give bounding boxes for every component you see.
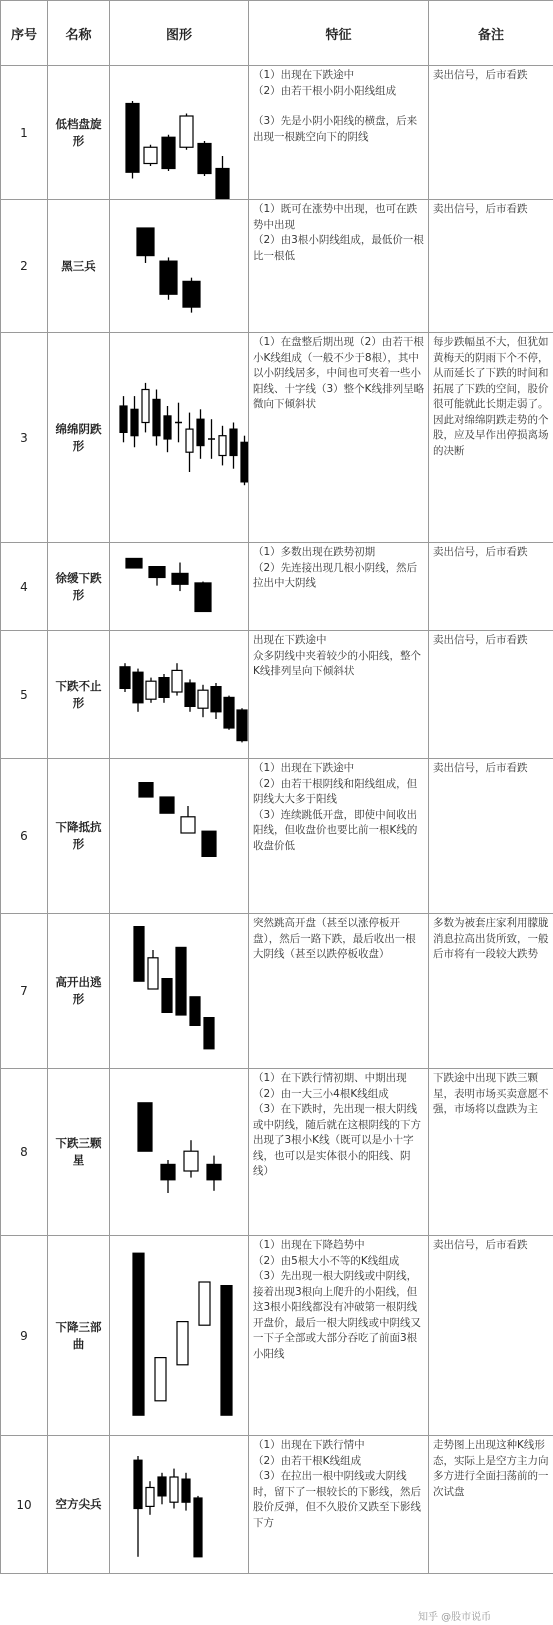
- candle-bear: [183, 278, 200, 313]
- candle-bull: [148, 950, 158, 989]
- pattern-name: 低档盘旋形: [48, 66, 110, 200]
- candle-bear: [172, 563, 188, 592]
- feature-line: （2）由3根小阴线组成，最低价一根比一根低: [253, 234, 424, 262]
- pattern-features: [249, 1436, 429, 1574]
- candlestick-chart: [110, 543, 248, 630]
- candle-bear: [198, 141, 211, 176]
- candle-bear: [149, 567, 165, 586]
- candle-bear: [134, 1456, 142, 1557]
- pattern-note: 下跌途中出现下跌三颗星，表明市场买卖意愿不强，市场将以盘跌为主: [429, 1069, 553, 1236]
- pattern-name: 下跌不止形: [48, 631, 110, 759]
- candle-bear: [241, 436, 248, 486]
- feature-line: （1）在下跌行情初期、中期出现: [253, 1072, 407, 1084]
- candle-bear: [216, 156, 229, 199]
- candle-body: [162, 979, 172, 1013]
- pattern-features: [249, 1236, 429, 1436]
- table-row: [1, 1436, 553, 1574]
- candle-bull: [181, 806, 195, 833]
- candle-body: [183, 281, 200, 307]
- feature-line: （2）由若干根K线组成: [253, 1454, 362, 1467]
- table-row: [1, 759, 553, 914]
- candle-body: [194, 1498, 202, 1557]
- feature-line: 出现在下跌途中: [253, 634, 327, 646]
- pattern-figure: [110, 200, 249, 333]
- pattern-name: 空方尖兵: [48, 1436, 110, 1574]
- header-features: 特征: [249, 1, 429, 66]
- pattern-name: 徐缓下跌形: [48, 543, 110, 631]
- pattern-note: 卖出信号，后市看跌: [429, 1236, 553, 1436]
- candle-body: [177, 1322, 188, 1365]
- candle-bear: [126, 101, 139, 179]
- candle-bear: [137, 228, 154, 263]
- candle-bull: [219, 426, 226, 466]
- candle-bull: [198, 685, 208, 717]
- candle-body: [184, 1151, 198, 1171]
- watermark: 知乎 @股市说币: [418, 1612, 492, 1623]
- candle-bear: [197, 409, 204, 459]
- candle-bull: [177, 1322, 188, 1365]
- table-row: [1, 1236, 553, 1436]
- candle-bear: [126, 558, 142, 568]
- candle-body: [172, 670, 182, 692]
- pattern-figure: [110, 914, 249, 1069]
- table-row: [1, 914, 553, 1069]
- feature-line: （1）多数出现在跌势初期: [253, 546, 376, 558]
- pattern-figure: [110, 543, 249, 631]
- row-number: 1: [1, 66, 48, 200]
- table-row: [1, 333, 553, 543]
- candle-body: [202, 831, 216, 856]
- candlestick-chart: [110, 1436, 248, 1573]
- pattern-note: 卖出信号，后市看跌: [429, 66, 553, 200]
- row-number: 9: [1, 1236, 48, 1436]
- candle-body: [207, 1164, 221, 1179]
- candle-bear: [182, 1473, 190, 1511]
- candle-body: [120, 406, 127, 432]
- candle-body: [216, 169, 229, 200]
- candle-body: [159, 678, 169, 698]
- pattern-features: [249, 631, 429, 759]
- feature-line: （1）出现在下跌途中: [253, 762, 355, 774]
- feature-line: （2）先连接出现几根小阴线，然后拉出中大阴线: [253, 561, 418, 589]
- candle-bear: [120, 663, 130, 692]
- candle-body: [180, 116, 193, 147]
- pattern-features: [249, 543, 429, 631]
- candle-body: [230, 429, 237, 455]
- candle-bull: [186, 413, 193, 472]
- feature-line: 众多阴线中夹着较少的小阳线，整个K线排列呈向下倾斜状: [253, 649, 421, 677]
- pattern-figure: [110, 333, 249, 543]
- candle-bull: [142, 383, 149, 433]
- candle-body: [160, 261, 177, 294]
- candle-bear: [195, 582, 211, 612]
- row-number: 5: [1, 631, 48, 759]
- pattern-figure: [110, 66, 249, 200]
- feature-line: （3）在下跌时，先出现一根大阴线或中阴线，随后就在这根阴线的下方出现了3根小K线（既可以是小十字线，也可以是实体很小的阳线、阴线）: [253, 1103, 421, 1177]
- row-number: 10: [1, 1436, 48, 1574]
- table-row: [1, 66, 553, 200]
- feature-line: （3）先出现一根大阴线或中阴线，接着出现3根向上爬升的小阳线，但这3根小阳线都没有冲破第一根阴线开盘价，最后一根大阴线或中阴线又一下子全部或大部分吞吃了前面3根小阳线: [253, 1270, 421, 1360]
- candle-body: [137, 228, 154, 256]
- candle-bear: [133, 669, 143, 712]
- feature-line: （1）出现在下跌途中: [253, 69, 355, 81]
- candle-body: [199, 1282, 210, 1325]
- candle-body: [185, 683, 195, 706]
- pattern-name: 下跌三颗星: [48, 1069, 110, 1236]
- header-note: 备注: [429, 1, 553, 66]
- candle-body: [138, 1103, 152, 1151]
- pattern-note: 卖出信号，后市看跌: [429, 759, 553, 914]
- feature-line: （1）出现在下降趋势中: [253, 1239, 365, 1251]
- candle-bear: [185, 679, 195, 711]
- candle-bear: [153, 390, 160, 446]
- candle-bear: [131, 396, 138, 447]
- row-number: 4: [1, 543, 48, 631]
- pattern-note: 每步跌幅虽不大，但犹如黄梅天的阴雨下个不停，从而延长了下跌的时间和拓展了下跌的空间，股价很可能就此长期走弱了。因此对绵绵阴跌走势的个股，应及早作出停损离场的决断: [429, 333, 553, 543]
- row-number: 2: [1, 200, 48, 333]
- pattern-name: 下降抵抗形: [48, 759, 110, 914]
- pattern-features: [249, 66, 429, 200]
- candle-bear: [139, 783, 153, 797]
- table-body: [1, 66, 553, 1574]
- table-row: [1, 631, 553, 759]
- candlestick-chart: [110, 914, 248, 1068]
- candle-body: [162, 137, 175, 168]
- candle-body: [160, 797, 174, 813]
- feature-line: （1）出现在下跌行情中: [253, 1439, 365, 1451]
- pattern-note: 多数为被套庄家利用朦胧消息拉高出货所致，一般后市将有一段较大跌势: [429, 914, 553, 1069]
- candle-body: [198, 690, 208, 708]
- candle-body: [146, 1488, 154, 1507]
- pattern-features: [249, 1069, 429, 1236]
- candlestick-chart: [110, 1069, 248, 1235]
- candlestick-chart: [110, 200, 248, 332]
- pattern-features: [249, 759, 429, 914]
- candle-body: [139, 783, 153, 797]
- candle-body: [133, 1253, 144, 1415]
- pattern-name: 黑三兵: [48, 200, 110, 333]
- pattern-figure: [110, 1069, 249, 1236]
- candle-bear: [164, 406, 171, 452]
- candle-bear: [224, 696, 234, 730]
- row-number: 8: [1, 1069, 48, 1236]
- candle-body: [142, 390, 149, 423]
- candle-body: [170, 1477, 178, 1502]
- candle-body: [186, 429, 193, 452]
- candle-bear: [133, 1253, 144, 1415]
- candle-bear: [176, 947, 186, 1015]
- candle-bull: [172, 663, 182, 695]
- candle-bear: [207, 1156, 221, 1191]
- candle-bear: [160, 257, 177, 299]
- candle-body: [241, 442, 248, 482]
- candle-bear: [230, 423, 237, 469]
- candle-body: [172, 573, 188, 584]
- feature-line: （1）在盘整后期出现（2）由若干根小K线组成（一般不少于8根），其中以小阴线居多，中间也可夹着一些小阳线、十字线（3）整个K线排列呈略微向下倾斜状: [253, 336, 425, 410]
- candle-bull: [144, 145, 157, 166]
- candle-body: [197, 419, 204, 445]
- pattern-figure: [110, 759, 249, 914]
- candle-bull: [180, 114, 193, 150]
- candle-bear: [221, 1286, 232, 1416]
- pattern-figure: [110, 1236, 249, 1436]
- candle-body: [182, 1479, 190, 1502]
- candle-body: [161, 1164, 175, 1179]
- candle-bear: [211, 683, 221, 719]
- feature-line: （3）先是小阴小阳线的横盘，后来出现一根跳空向下的阴线: [253, 115, 418, 143]
- feature-line: （2）由5根大小不等的K线组成: [253, 1254, 400, 1267]
- feature-line: （3）连续跳低开盘，即使中间收出阳线，但收盘价也要比前一根K线的收盘价低: [253, 808, 418, 852]
- candle-body: [198, 144, 211, 174]
- candle-body: [144, 147, 157, 163]
- pattern-features: [249, 914, 429, 1069]
- candle-body: [164, 416, 171, 439]
- row-number: 3: [1, 333, 48, 543]
- candle-bear: [161, 1160, 175, 1193]
- candle-body: [146, 681, 156, 699]
- table-row: [1, 1069, 553, 1236]
- table-row: [1, 543, 553, 631]
- feature-line: （1）既可在涨势中出现，也可在跌势中出现: [253, 203, 418, 231]
- pattern-figure: [110, 631, 249, 759]
- candlestick-chart: [110, 66, 248, 199]
- pattern-note: 走势图上出现这种K线形态，实际上是空方主力向多方进行全面扫荡前的一次试盘: [429, 1436, 553, 1574]
- candle-body: [181, 817, 195, 833]
- table-row: [1, 200, 553, 333]
- candle-bear: [237, 708, 247, 742]
- pattern-note: 卖出信号，后市看跌: [429, 543, 553, 631]
- pattern-name: 下降三部曲: [48, 1236, 110, 1436]
- candle-bear: [194, 1496, 202, 1557]
- feature-line: （3）在拉出一根中阴线或大阴线时，留下了一根较长的下影线，然后股价反弹，但不久股价又跌至下影线下方: [253, 1470, 421, 1529]
- row-number: 6: [1, 759, 48, 914]
- candlestick-chart: [110, 1236, 248, 1435]
- candlestick-chart: [110, 333, 248, 542]
- candle-body: [237, 710, 247, 741]
- candle-bear: [162, 979, 172, 1013]
- candle-bull: [170, 1469, 178, 1509]
- candle-bull: [184, 1140, 198, 1177]
- candle-body: [224, 697, 234, 728]
- candlestick-chart: [110, 759, 248, 913]
- header-name: 名称: [48, 1, 110, 66]
- pattern-name: 绵绵阴跌形: [48, 333, 110, 543]
- candle-body: [120, 667, 130, 689]
- candle-body: [126, 558, 142, 568]
- header-num: 序号: [1, 1, 48, 66]
- candle-body: [133, 672, 143, 703]
- candle-bear: [162, 135, 175, 171]
- candle-bear: [202, 831, 216, 856]
- pattern-note: 卖出信号，后市看跌: [429, 631, 553, 759]
- feature-line: （2）由若干根阴线和阳线组成，但阴线大大多于阳线: [253, 777, 418, 805]
- candle-bear: [204, 1018, 214, 1049]
- candle-body: [190, 997, 200, 1026]
- candle-body: [221, 1286, 232, 1416]
- candle-body: [204, 1018, 214, 1049]
- candle-bear: [158, 1473, 166, 1505]
- candle-bear: [120, 396, 127, 442]
- candle-bull: [199, 1282, 210, 1325]
- candle-body: [126, 104, 139, 173]
- candle-body: [219, 436, 226, 456]
- candle-body: [149, 567, 165, 578]
- feature-line: （2）由一大三小4根K线组成: [253, 1087, 389, 1100]
- candle-bear: [160, 797, 174, 813]
- feature-line: （2）由若干根小阴小阳线组成: [253, 84, 397, 97]
- feature-line: 突然跳高开盘（甚至以涨停板开盘），然后一路下跌，最后收出一根大阴线（甚至以跌停板收盘）: [253, 917, 416, 960]
- candle-bull: [146, 678, 156, 703]
- candle-body: [155, 1358, 166, 1401]
- candle-body: [211, 687, 221, 712]
- candle-body: [153, 399, 160, 435]
- candle-bear: [134, 927, 144, 982]
- table-header: [1, 1, 553, 66]
- pattern-name: 高开出逃形: [48, 914, 110, 1069]
- candle-doji: [175, 403, 182, 443]
- candle-bull: [155, 1358, 166, 1401]
- candle-body: [134, 927, 144, 982]
- candle-bear: [190, 997, 200, 1026]
- candle-doji: [208, 419, 215, 459]
- pattern-features: [249, 200, 429, 333]
- pattern-note: 卖出信号，后市看跌: [429, 200, 553, 333]
- header-figure: 图形: [110, 1, 249, 66]
- row-number: 7: [1, 914, 48, 1069]
- candle-body: [158, 1477, 166, 1496]
- candlestick-chart: [110, 631, 248, 758]
- candle-body: [131, 409, 138, 435]
- candle-body: [195, 583, 211, 612]
- pattern-figure: [110, 1436, 249, 1574]
- candle-bull: [146, 1481, 154, 1515]
- candle-body: [134, 1460, 142, 1508]
- candle-bear: [138, 1103, 152, 1151]
- candle-body: [176, 947, 186, 1015]
- pattern-features: [249, 333, 429, 543]
- candle-body: [148, 958, 158, 989]
- candle-bear: [159, 674, 169, 703]
